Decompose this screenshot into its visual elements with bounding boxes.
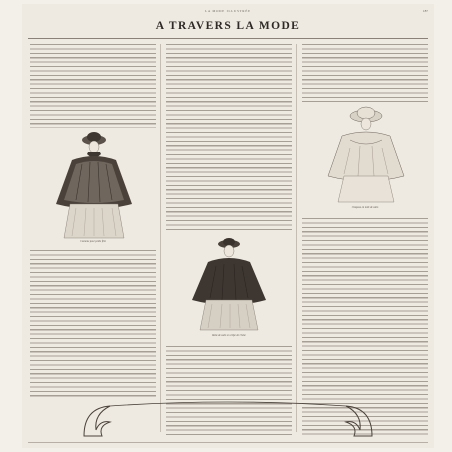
body-text-block [30, 44, 156, 128]
decorative-ornament [80, 400, 376, 445]
caption-text: Robe de satin en crêpe de Chine [212, 334, 246, 337]
column-divider [160, 44, 161, 432]
caption-text: Costume pour petite fille [80, 240, 106, 243]
body-text-block [166, 44, 292, 232]
title-rule [28, 38, 428, 39]
body-text-block [30, 250, 156, 398]
caption-text: Chapeau en tulle de satin [351, 206, 379, 209]
body-text-block [302, 44, 428, 102]
column-divider [296, 44, 297, 432]
illustration-figure-crepe [180, 236, 278, 332]
illustration-figure-cape [42, 130, 146, 242]
figure-caption [166, 334, 292, 337]
magazine-page [22, 4, 434, 448]
footer-rule [28, 442, 428, 443]
figure-caption [302, 206, 428, 209]
figure-caption [30, 240, 156, 243]
page-title: A TRAVERS LA MODE [155, 20, 301, 32]
running-head: LA MODE ILLUSTRÉE [205, 9, 251, 13]
page-number: 187 [422, 9, 428, 13]
illustration-figure-hat [320, 104, 412, 204]
